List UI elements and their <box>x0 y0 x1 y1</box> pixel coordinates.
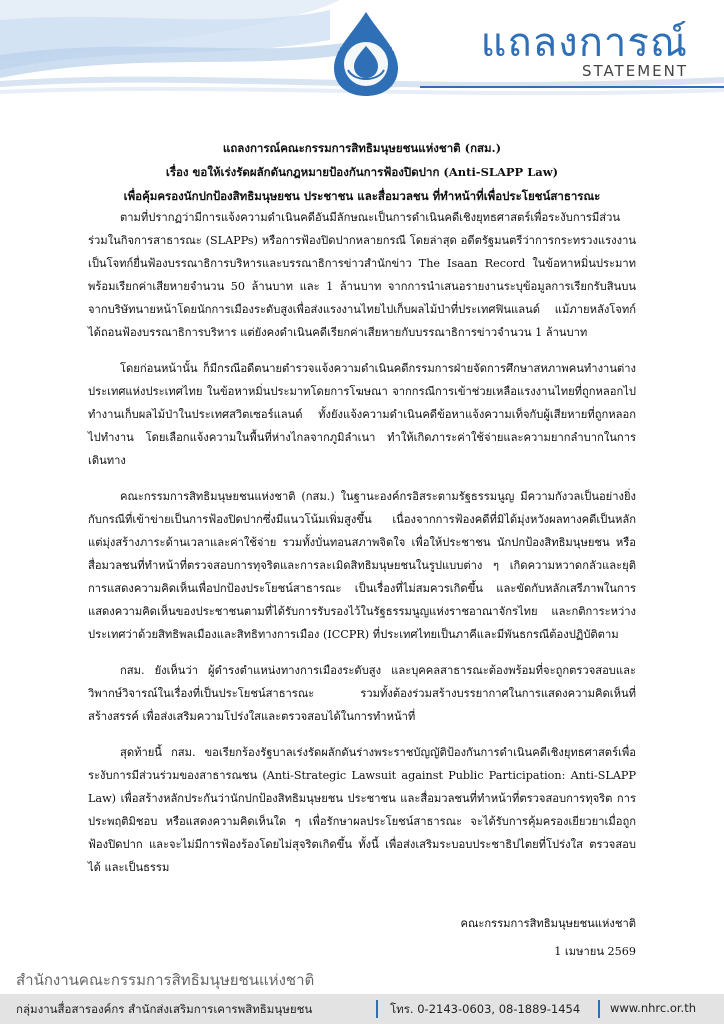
paragraph-2: โดยก่อนหน้านั้น ก็มีกรณีอดีตนายตำรวจแจ้งความดำเนินคดีกรรมการฝ่ายจัดการศึกษาสหภาพคนทำงานต่างประเทศแห่งประเทศไทย ในข้อหาหมิ่นประมาทโดยการโฆษณา จากกรณีการเข้าช่วยเหลือแรงงานไทยที่ถูกหลอกไปทำงานเก็บผลไม้ป่าในประเทศสวิตเซอร์แลนด์ ทั้งยังแจ้งความดำเนินคดีข้อหาแจ้งความเท็จกับผู้เสียหายที่ถูกหลอกไปทำงาน โดยเลือกแจ้งความในพื้นที่ห่างไกลจากภูมิลำเนา ทำให้เกิดภาระค่าใช้จ่ายและความยากลำบากในการเดินทาง <box>88 362 636 467</box>
statement-heading <box>40 136 684 208</box>
paragraph-4: กสม. ยังเห็นว่า ผู้ดำรงตำแหน่งทางการเมืองระดับสูง และบุคคลสาธารณะต้องพร้อมที่จะถูกตรวจสอบและวิพากษ์วิจารณ์ในเรื่องที่เป็นประโยชน์สาธารณะ รวมทั้งต้องร่วมสร้างบรรยากาศในการแสดงความคิดเห็นที่สร้างสรรค์ เพื่อส่งเสริมความโปร่งใสและตรวจสอบได้ในการทำหน้าที่ <box>88 664 636 723</box>
footer-contact-bar <box>0 994 724 1024</box>
footer-office-name: สำนักงานคณะกรรมการสิทธิมนุษยชนแห่งชาติ <box>16 971 315 989</box>
nhrc-logo-icon <box>318 8 414 100</box>
paragraph-1: ตามที่ปรากฏว่ามีการแจ้งความดำเนินคดีอันมีลักษณะเป็นการดำเนินคดีเชิงยุทธศาสตร์เพื่อระงับการมีส่วนร่วมในกิจการสาธารณะ (SLAPPs) หรือการฟ้องปิดปากหลายกรณี โดยล่าสุด อดีตรัฐมนตรีว่าการกระทรวงแรงงานเป็นโจทก์ยื่นฟ้องบรรณาธิการบริหารและบรรณาธิการข่าวสำนักข่าว The Isaan Record ในข้อหาหมิ่นประมาท พร้อมเรียกค่าเสียหายจำนวน 50 ล้านบาท และ 1 ล้านบาท จากการนำเสนอรายงานระบุข้อมูลการเรียกรับสินบนจากบริษัทนายหน้าโดยนักการเมืองระดับสูงเพื่อส่งแรงงานไทยไปเก็บผลไม้ป่าที่ประเทศฟินแลนด์ แม้ภายหลังโจทก์ได้ถอนฟ้องบรรณาธิการบริหาร แต่ยังคงดำเนินคดีเรียกค่าเสียหายกับบรรณาธิการข่าวจำนวน 1 ล้านบาท <box>88 211 636 339</box>
footer-phone: โทร. 0-2143-0603, 08-1889-1454 <box>390 1002 581 1016</box>
page-footer <box>0 960 724 1024</box>
paragraph-5: สุดท้ายนี้ กสม. ขอเรียกร้องรัฐบาลเร่งรัดผลักดันร่างพระราชบัญญัติป้องกันการดำเนินคดีเชิงยุทธศาสตร์เพื่อระงับการมีส่วนร่วมของสาธารณชน (Anti-Strategic Lawsuit against Public Participation: Anti-SLAPP Law) เพื่อสร้างหลักประกันว่านักปกป้องสิทธิมนุษยชน ประชาชน และสื่อมวลชนที่ทำหน้าที่ตรวจสอบการทุจริต การประพฤติมิชอบ หรือแสดงความคิดเห็นใด ๆ เพื่อรักษาผลประโยชน์สาธารณะ จะได้รับการคุ้มครองเยียวยาเมื่อถูกฟ้องปิดปาก และจะไม่มีการฟ้องร้องโดยไม่สุจริตเกิดขึ้น ทั้งนี้ เพื่อส่งเสริมระบอบประชาธิปไตยที่โปร่งใส ตรวจสอบได้ และเป็นธรรม <box>88 746 636 874</box>
signature-org: คณะกรรมการสิทธิมนุษยชนแห่งชาติ <box>460 917 636 930</box>
paragraph-3: คณะกรรมการสิทธิมนุษยชนแห่งชาติ (กสม.) ในฐานะองค์กรอิสระตามรัฐธรรมนูญ มีความกังวลเป็นอย่างยิ่งกับกรณีที่เข้าข่ายเป็นการฟ้องปิดปากซึ่งมีแนวโน้มเพิ่มสูงขึ้น เนื่องจากการฟ้องคดีที่มิได้มุ่งหวังผลทางคดีเป็นหลัก แต่มุ่งสร้างภาระด้านเวลาและค่าใช้จ่าย รวมทั้งบั่นทอนสภาพจิตใจ เพื่อให้ประชาชน นักปกป้องสิทธิมนุษยชน หรือสื่อมวลชนที่ทำหน้าที่ตรวจสอบการทุจริตและการละเมิดสิทธิมนุษยชนในรูปแบบต่าง ๆ เกิดความหวาดกลัวและยุติการแสดงความคิดเห็นเพื่อปกป้องประโยชน์สาธารณะ เป็นเรื่องที่ไม่สมควรเกิดขึ้น และขัดกับหลักเสรีภาพในการแสดงความคิดเห็นของประชาชนตามที่ได้รับการรับรองไว้ในรัฐธรรมนูญแห่งราชอาณาจักรไทย และกติการะหว่างประเทศว่าด้วยสิทธิพลเมืองและสิทธิทางการเมือง (ICCPR) ที่ประเทศไทยเป็นภาคีและมีพันธกรณีต้องปฏิบัติตาม <box>88 490 636 641</box>
signature-date: 1 เมษายน 2569 <box>554 945 636 958</box>
footer-website-link[interactable]: www.nhrc.or.th <box>610 1001 697 1015</box>
header-title-english: STATEMENT <box>581 62 688 80</box>
heading-line-3: เพื่อคุ้มครองนักปกป้องสิทธิมนุษยชน ประชาชน และสื่อมวลชน ที่ทำหน้าที่เพื่อประโยชน์สาธารณะ <box>123 189 601 203</box>
heading-line-2: เรื่อง ขอให้เร่งรัดผลักดันกฎหมายป้องกันการฟ้องปิดปาก (Anti-SLAPP Law) <box>165 165 559 179</box>
statement-body <box>88 206 636 892</box>
header-title-thai: แถลงการณ์ <box>480 20 688 66</box>
footer-separator <box>376 1000 378 1018</box>
page-header <box>0 0 724 100</box>
footer-division: กลุ่มงานสื่อสารองค์กร สำนักส่งเสริมการเคารพสิทธิมนุษยชน <box>16 1002 313 1016</box>
footer-separator <box>598 1000 600 1018</box>
heading-line-1: แถลงการณ์คณะกรรมการสิทธิมนุษยชนแห่งชาติ (กสม.) <box>222 141 502 155</box>
signature-block <box>460 910 636 966</box>
